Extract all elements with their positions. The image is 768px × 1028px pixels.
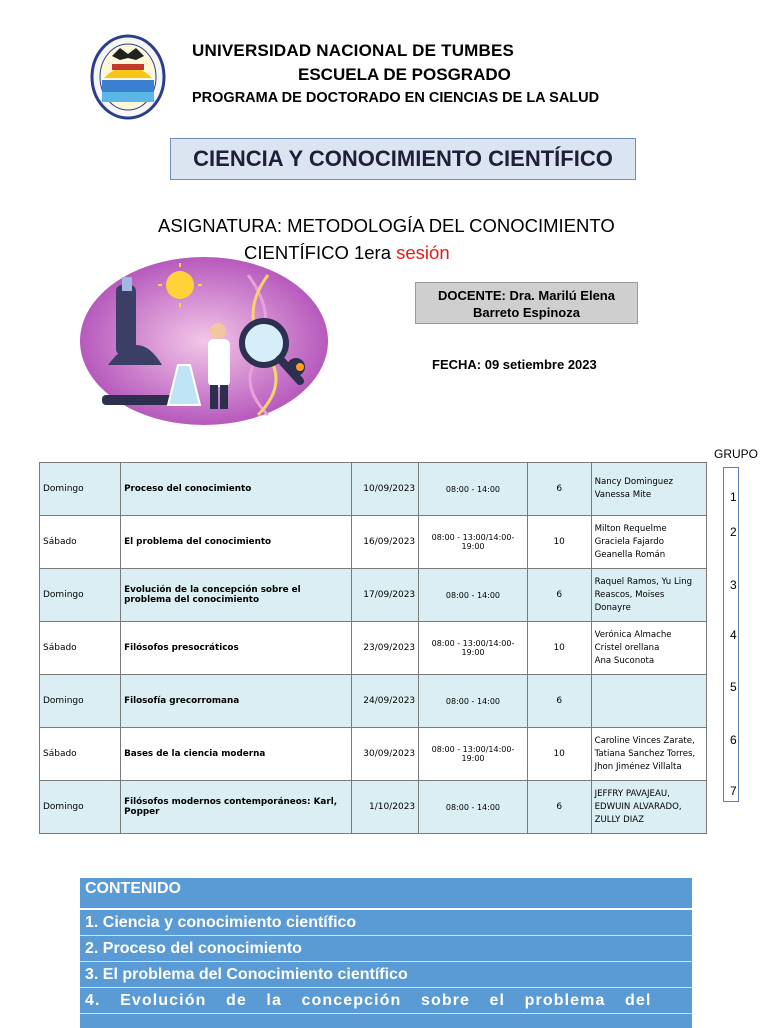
hour-count-cell: 10 [527,516,591,569]
member-name: Milton Requelme [594,523,667,534]
day-cell: Sábado [40,622,121,675]
member-name: Geanella Román [594,549,666,560]
member-name: Raquel Ramos, Yu Ling [594,576,693,587]
group-column-label: GRUPO [714,447,759,461]
member-name: Reascos, Moises [594,589,665,600]
hours-cell: 08:00 - 14:00 [419,781,528,834]
members-cell [591,781,706,834]
table-row [40,622,707,675]
topic-cell: Filosofía grecorromana [121,675,352,728]
day-cell: Sábado [40,728,121,781]
member-name: Ana Suconota [594,655,655,666]
content-item: 2. Proceso del conocimiento [80,936,692,962]
table-row [40,728,707,781]
subject-session: CIENTÍFICO 1era [244,242,397,263]
content-panel [80,878,692,1028]
hour-count-cell: 6 [527,675,591,728]
page-title: CIENCIA Y CONOCIMIENTO CIENTÍFICO [170,138,636,180]
hour-count-cell: 6 [527,463,591,516]
hours-cell: 08:00 - 14:00 [419,569,528,622]
hours-cell: 08:00 - 14:00 [419,675,528,728]
content-item: 1. Ciencia y conocimiento científico [80,910,692,936]
hour-count-cell: 10 [527,728,591,781]
topic-cell: Filósofos modernos contemporáneos: Karl, Popper [121,781,352,834]
group-number: 1 [730,490,737,504]
teacher-line-2: Barreto Espinoza [473,305,580,320]
table-row [40,675,707,728]
university-name: UNIVERSIDAD NACIONAL DE TUMBES [192,41,515,60]
member-name: Jhon Jiménez Villalta [594,761,682,772]
day-cell: Domingo [40,781,121,834]
content-item: 4. Evolución de la concepción sobre el problema del [80,988,692,1014]
topic-cell: Evolución de la concepción sobre el problema del conocimiento [121,569,352,622]
member-name: Nancy Dominguez [594,477,674,487]
member-name: Tatiana Sanchez Torres, [594,748,696,759]
member-name: Graciela Fajardo [594,536,664,547]
hour-count-cell: 6 [527,781,591,834]
date-cell: 16/09/2023 [352,516,419,569]
content-item: 3. El problema del Conocimiento científico [80,962,692,988]
teacher-box [415,282,638,324]
science-illustration [78,255,330,427]
date-cell: 10/09/2023 [352,463,419,516]
member-name: JEFFRY PAVAJEAU, [594,788,670,799]
day-cell: Sábado [40,516,121,569]
hours-cell: 08:00 - 14:00 [419,463,528,516]
group-number: 5 [730,680,737,694]
group-number: 2 [730,525,737,539]
members-cell [591,622,706,675]
members-cell [591,463,706,516]
date-cell: 23/09/2023 [352,622,419,675]
schedule-table [39,462,707,834]
hours-cell: 08:00 - 13:00/14:00- 19:00 [419,622,528,675]
topic-cell: El problema del conocimiento [121,516,352,569]
date-cell: 30/09/2023 [352,728,419,781]
topic-cell: Bases de la ciencia moderna [121,728,352,781]
group-number: 4 [730,628,737,642]
table-row [40,463,707,516]
group-number: 3 [730,578,737,592]
date-cell: 17/09/2023 [352,569,419,622]
date-label: FECHA: 09 setiembre 2023 [432,357,597,372]
member-name: ZULLY DIAZ [594,814,645,825]
day-cell: Domingo [40,463,121,516]
group-number: 7 [730,784,737,798]
members-cell [591,728,706,781]
member-name: Cristel orellana [594,642,660,653]
school-name: ESCUELA DE POSGRADO [298,65,511,84]
content-heading: CONTENIDO [80,878,692,910]
member-name: Donayre [594,602,631,613]
hours-cell: 08:00 - 13:00/14:00- 19:00 [419,516,528,569]
member-name: Verónica Almache [594,629,672,640]
subject-line-1: ASIGNATURA: METODOLOGÍA DEL CONOCIMIENTO [158,215,615,236]
university-seal-logo [90,34,166,120]
table-row [40,516,707,569]
hour-count-cell: 10 [527,622,591,675]
program-name: PROGRAMA DE DOCTORADO EN CIENCIAS DE LA SALUD [192,90,600,106]
member-name: Vanessa Mite [594,490,652,500]
topic-cell: Proceso del conocimiento [121,463,352,516]
day-cell: Domingo [40,675,121,728]
members-cell [591,675,706,728]
members-cell [591,516,706,569]
date-cell: 1/10/2023 [352,781,419,834]
date-cell: 24/09/2023 [352,675,419,728]
hours-cell: 08:00 - 13:00/14:00- 19:00 [419,728,528,781]
topic-cell: Filósofos presocráticos [121,622,352,675]
day-cell: Domingo [40,569,121,622]
member-name: EDWUIN ALVARADO, [594,801,682,812]
table-row [40,781,707,834]
hour-count-cell: 6 [527,569,591,622]
subject-session-red: sesión [396,242,450,263]
teacher-line-1: DOCENTE: Dra. Marilú Elena [438,288,615,303]
member-name: Caroline Vinces Zarate, [594,735,695,746]
members-cell [591,569,706,622]
table-row [40,569,707,622]
group-number: 6 [730,733,737,747]
